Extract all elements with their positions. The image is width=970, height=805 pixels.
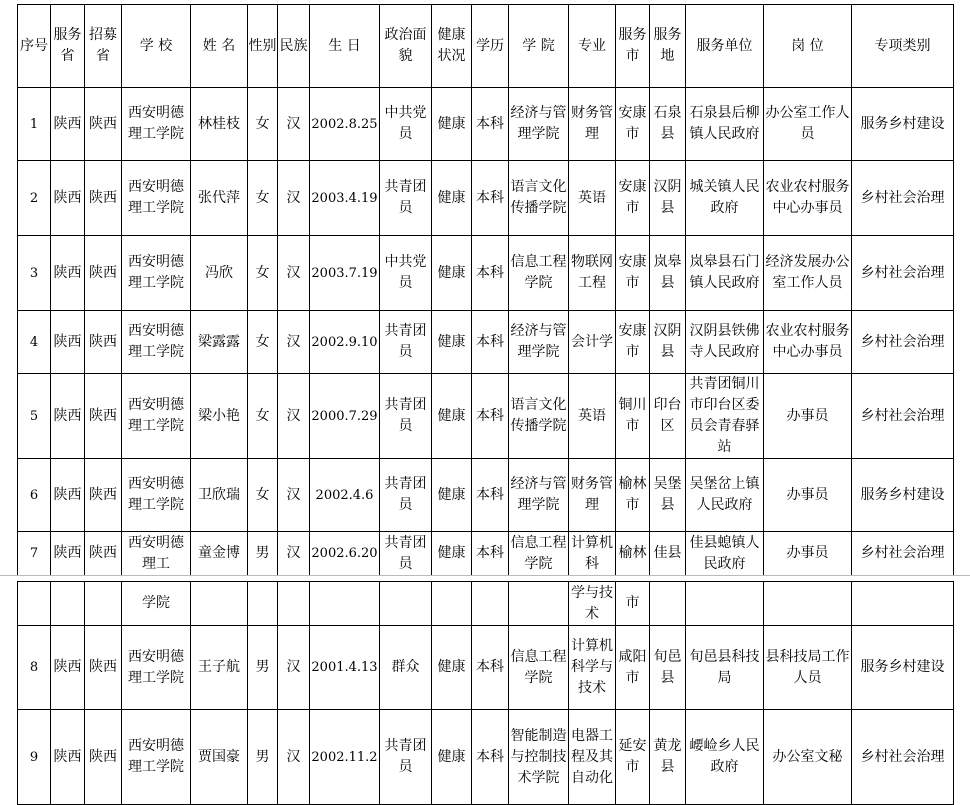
cell-name [191,582,248,626]
cell-name: 林桂枝 [191,88,248,161]
continuation-row [18,582,954,626]
cell-school: 西安明德理工学院 [122,311,191,374]
cell-service-unit [686,582,764,626]
cell-program-type: 乡村社会治理 [852,532,954,576]
cell-college: 语言文化传播学院 [509,374,569,459]
cell-recruit-province: 陕西 [85,459,122,532]
cell-recruit-province: 陕西 [85,532,122,576]
cell-health: 健康 [432,710,472,805]
cell-service-city: 延安市 [616,710,650,805]
cell-political-status: 中共党员 [380,88,432,161]
header-gender: 性别 [248,5,278,88]
cell-birthday: 2000.7.29 [310,374,380,459]
cell-political-status: 共青团员 [380,710,432,805]
cell-service-unit: 石泉县后柳镇人民政府 [686,88,764,161]
cell-position: 办事员 [764,374,852,459]
cell-school: 西安明德理工 [122,532,191,576]
header-service-place: 服务地 [650,5,686,88]
cell-recruit-province: 陕西 [85,161,122,236]
cell-position: 办事员 [764,532,852,576]
cell-index: 1 [18,88,51,161]
cell-ethnicity: 汉 [278,532,310,576]
header-name: 姓 名 [191,5,248,88]
cell-major: 英语 [569,374,616,459]
cell-service-place: 旬邑县 [650,626,686,710]
cell-service-place: 石泉县 [650,88,686,161]
cell-school: 学院 [122,582,191,626]
cell-major: 计算机科学与技术 [569,626,616,710]
cell-education: 本科 [472,374,509,459]
cell-index: 6 [18,459,51,532]
cell-position: 农业农村服务中心办事员 [764,161,852,236]
cell-name: 梁露露 [191,311,248,374]
cell-name: 贾国豪 [191,710,248,805]
cell-service-province: 陕西 [51,532,85,576]
cell-service-place: 岚皋县 [650,236,686,311]
cell-index: 5 [18,374,51,459]
cell-birthday: 2002.9.10 [310,311,380,374]
cell-education: 本科 [472,161,509,236]
cell-recruit-province: 陕西 [85,311,122,374]
cell-service-province: 陕西 [51,88,85,161]
cell-political-status: 群众 [380,626,432,710]
cell-program-type: 乡村社会治理 [852,236,954,311]
header-health: 健康状况 [432,5,472,88]
cell-school: 西安明德理工学院 [122,88,191,161]
cell-education: 本科 [472,532,509,576]
cell-health: 健康 [432,236,472,311]
header-political-status: 政治面貌 [380,5,432,88]
cell-education: 本科 [472,311,509,374]
cell-service-province: 陕西 [51,374,85,459]
header-service-province: 服务省 [51,5,85,88]
cell-index: 9 [18,710,51,805]
cell-gender: 男 [248,532,278,576]
header-school: 学 校 [122,5,191,88]
cell-position: 办公室文秘 [764,710,852,805]
cell-college: 信息工程学院 [509,236,569,311]
cell-health: 健康 [432,311,472,374]
cell-political-status: 共青团员 [380,459,432,532]
cell-birthday [310,582,380,626]
cell-gender: 女 [248,236,278,311]
header-program-type: 专项类别 [852,5,954,88]
table-row [18,236,954,311]
cell-major: 英语 [569,161,616,236]
cell-health: 健康 [432,161,472,236]
cell-service-city: 咸阳市 [616,626,650,710]
cell-major: 计算机科 [569,532,616,576]
table-row [18,161,954,236]
cell-ethnicity: 汉 [278,311,310,374]
cell-program-type [852,582,954,626]
cell-school: 西安明德理工学院 [122,161,191,236]
header-recruit-province: 招募省 [85,5,122,88]
cell-major: 财务管理 [569,459,616,532]
header-row [18,5,954,88]
cell-ethnicity: 汉 [278,626,310,710]
cell-service-place: 印台区 [650,374,686,459]
cell-college: 经济与管理学院 [509,311,569,374]
cell-service-unit: 岚皋县石门镇人民政府 [686,236,764,311]
cell-recruit-province: 陕西 [85,626,122,710]
cell-index: 3 [18,236,51,311]
cell-education: 本科 [472,710,509,805]
cell-index: 4 [18,311,51,374]
cell-index [18,582,51,626]
cell-program-type: 乡村社会治理 [852,161,954,236]
cell-name: 王子航 [191,626,248,710]
cell-education: 本科 [472,459,509,532]
cell-gender: 女 [248,459,278,532]
cell-recruit-province [85,582,122,626]
cell-college: 经济与管理学院 [509,459,569,532]
cell-service-place: 汉阴县 [650,161,686,236]
cell-name: 梁小艳 [191,374,248,459]
table-row [18,311,954,374]
cell-birthday: 2002.11.2 [310,710,380,805]
table-row [18,710,954,805]
cell-political-status: 中共党员 [380,236,432,311]
cell-position: 办公室工作人员 [764,88,852,161]
cell-ethnicity: 汉 [278,710,310,805]
cell-program-type: 乡村社会治理 [852,311,954,374]
cell-school: 西安明德理工学院 [122,459,191,532]
cell-college: 信息工程学院 [509,532,569,576]
cell-service-province: 陕西 [51,459,85,532]
cell-gender: 女 [248,374,278,459]
cell-program-type: 乡村社会治理 [852,710,954,805]
header-index: 序号 [18,5,51,88]
cell-health: 健康 [432,626,472,710]
cell-position [764,582,852,626]
cell-college: 智能制造与控制技术学院 [509,710,569,805]
cell-name: 童金博 [191,532,248,576]
cell-college: 信息工程学院 [509,626,569,710]
cell-major: 物联网工程 [569,236,616,311]
cell-school: 西安明德理工学院 [122,626,191,710]
cell-major: 电器工程及其自动化 [569,710,616,805]
cell-major: 财务管理 [569,88,616,161]
cell-service-city: 榆林 [616,532,650,576]
cell-health: 健康 [432,374,472,459]
volunteer-table-page1 [17,4,954,576]
cell-index: 2 [18,161,51,236]
cell-birthday: 2001.4.13 [310,626,380,710]
cell-gender: 男 [248,626,278,710]
cell-college: 经济与管理学院 [509,88,569,161]
cell-name: 冯欣 [191,236,248,311]
cell-service-city: 铜川市 [616,374,650,459]
cell-program-type: 服务乡村建设 [852,88,954,161]
cell-index: 8 [18,626,51,710]
cell-birthday: 2003.7.19 [310,236,380,311]
table-row [18,374,954,459]
cell-school: 西安明德理工学院 [122,374,191,459]
cell-major: 会计学 [569,311,616,374]
cell-program-type: 乡村社会治理 [852,374,954,459]
cell-service-unit: 城关镇人民政府 [686,161,764,236]
cell-ethnicity: 汉 [278,374,310,459]
cell-school: 西安明德理工学院 [122,236,191,311]
cell-service-province: 陕西 [51,236,85,311]
cell-ethnicity: 汉 [278,459,310,532]
table-row [18,532,954,576]
cell-service-province: 陕西 [51,161,85,236]
cell-service-province: 陕西 [51,710,85,805]
cell-birthday: 2003.4.19 [310,161,380,236]
header-position: 岗 位 [764,5,852,88]
cell-index: 7 [18,532,51,576]
cell-recruit-province: 陕西 [85,374,122,459]
cell-birthday: 2002.8.25 [310,88,380,161]
cell-health: 健康 [432,88,472,161]
cell-ethnicity: 汉 [278,88,310,161]
cell-political-status: 共青团员 [380,532,432,576]
cell-ethnicity: 汉 [278,161,310,236]
cell-service-unit: 旬邑县科技局 [686,626,764,710]
header-education: 学历 [472,5,509,88]
cell-service-city: 安康市 [616,88,650,161]
cell-service-province: 陕西 [51,626,85,710]
cell-college [509,582,569,626]
cell-recruit-province: 陕西 [85,88,122,161]
header-service-city: 服务市 [616,5,650,88]
cell-service-city: 市 [616,582,650,626]
table-row [18,88,954,161]
cell-service-place: 佳县 [650,532,686,576]
cell-service-city: 安康市 [616,311,650,374]
cell-position: 办事员 [764,459,852,532]
cell-service-province [51,582,85,626]
cell-gender: 女 [248,88,278,161]
header-major: 专业 [569,5,616,88]
cell-political-status: 共青团员 [380,311,432,374]
cell-ethnicity: 汉 [278,236,310,311]
cell-name: 卫欣瑞 [191,459,248,532]
cell-gender: 男 [248,710,278,805]
cell-service-place: 黄龙县 [650,710,686,805]
page-break-line [0,575,970,576]
cell-service-unit: 汉阴县铁佛寺人民政府 [686,311,764,374]
cell-service-city: 榆林市 [616,459,650,532]
cell-college: 语言文化传播学院 [509,161,569,236]
header-ethnicity: 民族 [278,5,310,88]
cell-ethnicity [278,582,310,626]
cell-position: 县科技局工作人员 [764,626,852,710]
cell-school: 西安明德理工学院 [122,710,191,805]
cell-health [432,582,472,626]
cell-gender [248,582,278,626]
cell-position: 农业农村服务中心办事员 [764,311,852,374]
cell-birthday: 2002.6.20 [310,532,380,576]
cell-service-city: 安康市 [616,236,650,311]
header-service-unit: 服务单位 [686,5,764,88]
cell-education [472,582,509,626]
cell-service-unit: 佳县螅镇人民政府 [686,532,764,576]
cell-political-status: 共青团员 [380,374,432,459]
cell-service-unit: 共青团铜川市印台区委员会青春驿站 [686,374,764,459]
cell-political-status [380,582,432,626]
cell-name: 张代萍 [191,161,248,236]
cell-health: 健康 [432,532,472,576]
cell-service-place [650,582,686,626]
table-row [18,459,954,532]
cell-political-status: 共青团员 [380,161,432,236]
volunteer-table-page2 [17,581,954,805]
header-birthday: 生 日 [310,5,380,88]
cell-education: 本科 [472,88,509,161]
cell-major: 学与技术 [569,582,616,626]
cell-birthday: 2002.4.6 [310,459,380,532]
cell-service-province: 陕西 [51,311,85,374]
cell-recruit-province: 陕西 [85,710,122,805]
cell-education: 本科 [472,626,509,710]
table-row [18,626,954,710]
cell-service-unit: 崾崄乡人民政府 [686,710,764,805]
cell-program-type: 服务乡村建设 [852,626,954,710]
cell-service-place: 汉阴县 [650,311,686,374]
cell-gender: 女 [248,161,278,236]
cell-health: 健康 [432,459,472,532]
cell-gender: 女 [248,311,278,374]
cell-education: 本科 [472,236,509,311]
cell-service-city: 安康市 [616,161,650,236]
cell-service-place: 吴堡县 [650,459,686,532]
cell-position: 经济发展办公室工作人员 [764,236,852,311]
cell-service-unit: 吴堡岔上镇人民政府 [686,459,764,532]
header-college: 学 院 [509,5,569,88]
cell-program-type: 服务乡村建设 [852,459,954,532]
cell-recruit-province: 陕西 [85,236,122,311]
